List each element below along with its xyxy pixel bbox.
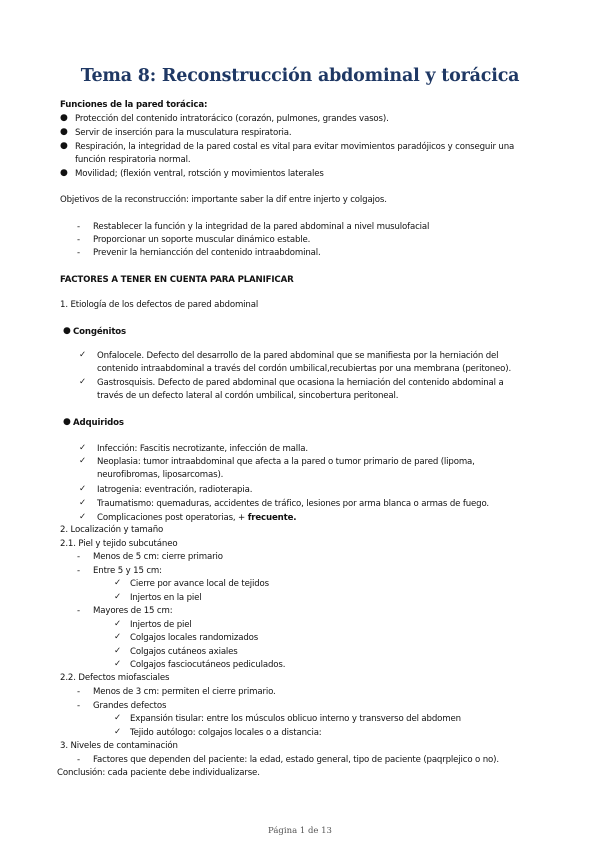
checkmark-icon: ✓ [114,632,122,642]
dash-icon: - [77,248,80,258]
objetivos-item: Prevenir la herniancción del contenido intraabdominal. [93,248,321,258]
mio-item: Grandes defectos [93,701,167,711]
dash-icon: - [77,566,80,576]
objetivos-item: Proporcionar un soporte muscular dinámico estable. [93,235,311,245]
bullet-icon: ● [60,141,68,151]
objetivos-item: Restablecer la función y la integridad de la pared abdominal a nivel musulofacial [93,222,430,232]
adquiridos-item: Infección: Fascitis necrotizante, infección de malla. [97,444,308,454]
bullet-icon: ● [60,168,68,178]
contaminacion-item: Factores que dependen del paciente: la edad, estado general, tipo de paciente (paqrplejico o no). [93,755,499,765]
funciones-item-cont: función respiratoria normal. [75,155,191,165]
bullet-icon: ● [60,127,68,137]
congenitos-item: Onfalocele. Defecto del desarrollo de la pared abdominal que se manifiesta por la herniación del [97,351,499,361]
dash-icon: - [77,606,80,616]
piel-subitem: Colgajos fasciocutáneos pediculados. [130,660,286,670]
contaminacion-heading: 3. Niveles de contaminación [60,741,178,751]
checkmark-icon: ✓ [114,592,122,602]
checkmark-icon: ✓ [79,456,87,466]
checkmark-icon: ✓ [79,443,87,453]
piel-heading: 2.1. Piel y tejido subcutáneo [60,539,178,549]
localizacion-heading: 2. Localización y tamaño [60,525,164,535]
checkmark-icon: ✓ [114,713,122,723]
checkmark-icon: ✓ [114,727,122,737]
adquiridos-label: Adquiridos [73,418,124,428]
frecuente-text: frecuente. [247,513,297,523]
congenitos-label: Congénitos [73,327,126,337]
congenitos-item-cont: través de un defecto lateral al cordón umbilical, sincobertura peritoneal. [97,391,399,401]
page-footer: Página 1 de 13 [268,826,332,836]
dash-icon: - [77,235,80,245]
checkmark-icon: ✓ [79,512,87,522]
checkmark-icon: ✓ [114,619,122,629]
checkmark-icon: ✓ [114,659,122,669]
bullet-icon: ● [63,326,71,336]
bullet-icon: ● [60,113,68,123]
dash-icon: - [77,552,80,562]
adquiridos-item: Neoplasia: tumor intraabdominal que afecta a la pared o tumor primario de pared (lipoma, [97,457,475,467]
piel-subitem: Colgajos cutáneos axiales [130,647,238,657]
piel-subitem: Injertos en la piel [130,593,202,603]
etiologia-heading: 1. Etiología de los defectos de pared abdominal [60,300,259,310]
dash-icon: - [77,701,80,711]
adquiridos-item-cont: neurofibromas, liposarcomas). [97,470,224,480]
piel-item: Entre 5 y 15 cm: [93,566,162,576]
piel-subitem: Cierre por avance local de tejidos [130,579,269,589]
mio-heading: 2.2. Defectos miofasciales [60,673,170,683]
objetivos-intro: Objetivos de la reconstrucción: importante saber la dif entre injerto y colgajos. [60,195,387,205]
dash-icon: - [77,222,80,232]
piel-item: Mayores de 15 cm: [93,606,173,616]
checkmark-icon: ✓ [79,484,87,494]
checkmark-icon: ✓ [79,350,87,360]
funciones-item: Servir de inserción para la musculatura respiratoria. [75,128,292,138]
checkmark-icon: ✓ [79,498,87,508]
congenitos-item: Gastrosquisis. Defecto de pared abdominal que ocasiona la herniación del contenido abdominal a [97,378,504,388]
funciones-item: Respiración, la integridad de la pared costal es vital para evitar movimientos paradójicos y conseguir una [75,142,515,152]
adquiridos-item: Iatrogenia: eventración, radioterapia. [97,485,253,495]
checkmark-icon: ✓ [79,377,87,387]
checkmark-icon: ✓ [114,646,122,656]
dash-icon: - [77,755,80,765]
factores-heading: FACTORES A TENER EN CUENTA PARA PLANIFICAR [60,275,294,285]
bullet-icon: ● [63,417,71,427]
congenitos-item-cont: contenido intraabdominal a través del cordón umbilical,recubiertas por una membrana (peritoneo). [97,364,512,374]
mio-subitem: Tejido autólogo: colgajos locales o a distancia: [130,728,322,738]
funciones-heading: Funciones de la pared torácica: [60,100,208,110]
complicaciones-text: Complicaciones post operatorias, + [97,513,248,523]
checkmark-icon: ✓ [114,578,122,588]
piel-subitem: Colgajos locales randomizados [130,633,259,643]
funciones-item: Movilidad; (flexión ventral, rotsción y movimientos laterales [75,169,324,179]
piel-item: Menos de 5 cm: cierre primario [93,552,223,562]
dash-icon: - [77,687,80,697]
piel-subitem: Injertos de piel [130,620,192,630]
page-title: Tema 8: Reconstrucción abdominal y torácica [80,66,520,86]
adquiridos-item: Traumatismo: quemaduras, accidentes de tráfico, lesiones por arma blanca o armas de fuego. [97,499,490,509]
adquiridos-item [97,513,296,524]
conclusion-text: Conclusión: cada paciente debe individualizarse. [57,768,260,778]
funciones-item: Protección del contenido intratorácico (corazón, pulmones, grandes vasos). [75,114,389,124]
mio-item: Menos de 3 cm: permiten el cierre primario. [93,687,276,697]
mio-subitem: Expansión tisular: entre los músculos oblicuo interno y transverso del abdomen [130,714,461,724]
